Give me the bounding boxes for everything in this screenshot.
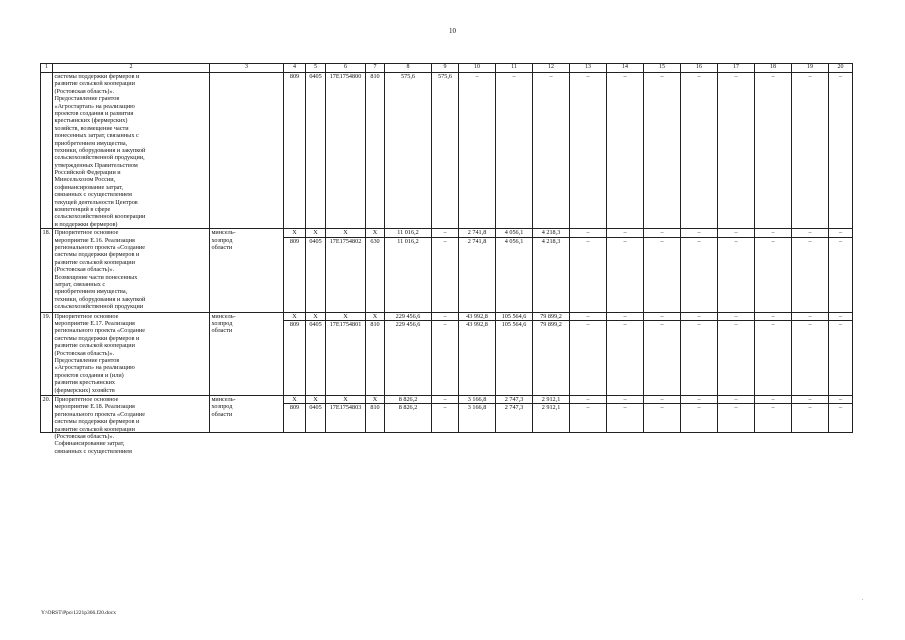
column-number: 17 xyxy=(718,64,755,73)
cell-y2028: – xyxy=(755,237,792,312)
event-name-line: Возмещение части понесенных xyxy=(54,273,138,281)
event-name-line: развития крестьянских xyxy=(54,379,116,387)
cell-rz-pr: 0405 xyxy=(306,321,326,396)
cell-gr: 809 xyxy=(284,404,306,433)
cell-y2030: – xyxy=(829,396,853,404)
cell-total: 8 826,2 xyxy=(385,396,432,404)
cell-y2026: – xyxy=(681,321,718,396)
column-number: 4 xyxy=(284,64,306,73)
column-number: 1 xyxy=(41,64,53,73)
column-number: 6 xyxy=(326,64,366,73)
cell-total: 11 016,2 xyxy=(385,229,432,237)
executor-line: области xyxy=(211,243,233,251)
executor xyxy=(210,73,284,229)
event-name-block xyxy=(55,229,208,310)
cell-y2027: – xyxy=(718,73,755,229)
cell-gr: Х xyxy=(284,312,306,320)
cell-y2020: 43 992,8 xyxy=(459,321,496,396)
cell-y2029: – xyxy=(792,321,829,396)
executor-line: хозпрод xyxy=(211,236,233,244)
cell-y2024: – xyxy=(607,396,644,404)
event-name-line: крестьянских (фермерских) xyxy=(54,117,128,125)
event-name-line: развитие сельской кооперации xyxy=(54,80,135,88)
cell-total: 11 016,2 xyxy=(385,237,432,312)
cell-gr: Х xyxy=(284,229,306,237)
cell-csr: Х xyxy=(326,312,366,320)
event-name-line: утвержденных Правительством xyxy=(54,161,138,169)
cell-y2027: – xyxy=(718,396,755,404)
cell-gr: Х xyxy=(284,396,306,404)
executor xyxy=(210,312,284,395)
cell-y2030: – xyxy=(829,404,853,433)
cell-rz-pr: Х xyxy=(306,312,326,320)
cell-csr: 17Е1754802 xyxy=(326,237,366,312)
cell-y2025: – xyxy=(644,229,681,237)
cell-y2026: – xyxy=(681,237,718,312)
cell-y2030: – xyxy=(829,312,853,320)
cell-gr: 809 xyxy=(284,73,306,229)
cell-y2023: – xyxy=(570,404,607,433)
column-number: 7 xyxy=(366,64,385,73)
event-name-block xyxy=(54,396,208,455)
cell-y2021: 4 056,1 xyxy=(496,237,533,312)
cell-y2027: – xyxy=(718,237,755,312)
executor-line: хозпрод xyxy=(211,320,233,327)
cell-y2029: – xyxy=(792,229,829,237)
cell-y2023: – xyxy=(570,321,607,396)
cell-y2022: 79 899,2 xyxy=(533,321,570,396)
cell-y2019: – xyxy=(432,312,459,320)
event-name-line: развитие сельской кооперации xyxy=(54,425,135,433)
event-name xyxy=(53,312,210,395)
cell-y2027: – xyxy=(718,321,755,396)
cell-y2020: – xyxy=(459,73,496,229)
cell-y2024: – xyxy=(607,321,644,396)
event-name xyxy=(53,73,210,229)
cell-y2029: – xyxy=(792,396,829,404)
cell-y2026: – xyxy=(681,312,718,320)
cell-csr: 17Е1754803 xyxy=(326,404,366,433)
table-row xyxy=(41,73,853,229)
event-name-line: (Ростовская область)». xyxy=(54,266,115,274)
executor-line: хозпрод xyxy=(211,403,233,411)
cell-y2028: – xyxy=(755,404,792,433)
event-name-line: техники, оборудования и закупкой xyxy=(54,146,146,154)
event-name-line: системы поддержки фермеров и xyxy=(54,73,140,80)
cell-y2021: 105 564,6 xyxy=(496,312,533,320)
event-name-line: связанных с осуществлением xyxy=(54,447,132,455)
cell-rz-pr: 0405 xyxy=(306,237,326,312)
column-number: 20 xyxy=(829,64,853,73)
event-name-line: системы поддержки фермеров и xyxy=(54,334,140,342)
cell-vr: 810 xyxy=(366,321,385,396)
column-number: 5 xyxy=(306,64,326,73)
event-name-line: приобретением имущества, xyxy=(54,288,128,296)
cell-y2028: – xyxy=(755,321,792,396)
event-name-line: (Ростовская область)». xyxy=(54,349,115,357)
column-number: 18 xyxy=(755,64,792,73)
executor-line: области xyxy=(211,327,233,335)
column-number: 12 xyxy=(533,64,570,73)
event-name-line: сельскохозяйственной продукции, xyxy=(54,154,145,162)
cell-total: 575,6 xyxy=(385,73,432,229)
footer-file-path: Y:\ORST\Ppo\1221p366.f20.docx xyxy=(41,610,116,616)
column-number: 8 xyxy=(385,64,432,73)
cell-y2020: 2 741,8 xyxy=(459,229,496,237)
cell-y2023: – xyxy=(570,73,607,229)
event-name-line: сельскохозяйственной кооперации xyxy=(54,213,146,221)
cell-y2029: – xyxy=(792,73,829,229)
row-number: 20. xyxy=(41,396,53,433)
cell-y2030: – xyxy=(829,73,853,229)
column-number: 3 xyxy=(210,64,284,73)
row-number: 19. xyxy=(41,312,53,395)
column-number: 16 xyxy=(681,64,718,73)
row-number xyxy=(41,73,53,229)
executor-line: минсель- xyxy=(211,312,236,320)
cell-y2027: – xyxy=(718,229,755,237)
cell-vr: 810 xyxy=(366,73,385,229)
event-name-line: системы поддержки фермеров и xyxy=(54,418,140,426)
event-name-line: регионального проекта «Создание xyxy=(54,410,145,418)
cell-gr: 809 xyxy=(284,321,306,396)
row-number: 18. xyxy=(41,229,53,312)
event-name-line: Предоставление грантов xyxy=(54,356,120,364)
cell-y2025: – xyxy=(644,312,681,320)
event-name-line: мероприятие Е.18. Реализация xyxy=(54,403,135,411)
column-number: 14 xyxy=(607,64,644,73)
header-row xyxy=(41,64,853,73)
cell-y2027: – xyxy=(718,404,755,433)
cell-vr: Х xyxy=(366,396,385,404)
cell-y2021: 105 564,6 xyxy=(496,321,533,396)
cell-y2019: – xyxy=(432,404,459,433)
event-name-line: мероприятие Е.17. Реализация xyxy=(54,320,135,327)
cell-y2019: – xyxy=(432,229,459,237)
event-name-line: Приоритетное основное xyxy=(54,229,119,237)
cell-y2028: – xyxy=(755,73,792,229)
cell-csr: Х xyxy=(326,229,366,237)
cell-y2028: – xyxy=(755,396,792,404)
event-name-line: Предоставление грантов xyxy=(54,95,120,103)
cell-y2019: 575,6 xyxy=(432,73,459,229)
event-name-line: текущей деятельности Центров xyxy=(54,198,138,206)
cell-y2021: 4 056,1 xyxy=(496,229,533,237)
cell-y2025: – xyxy=(644,321,681,396)
cell-y2025: – xyxy=(644,396,681,404)
column-number: 10 xyxy=(459,64,496,73)
event-name-line: мероприятие Е.16. Реализация xyxy=(54,236,135,244)
column-number: 13 xyxy=(570,64,607,73)
cell-csr: 17Е1754801 xyxy=(326,321,366,396)
event-name-line: техники, оборудования и закупкой xyxy=(54,295,146,303)
cell-rz-pr: Х xyxy=(306,229,326,237)
cell-y2024: – xyxy=(607,404,644,433)
event-name-line: регионального проекта «Создание xyxy=(54,327,145,335)
executor xyxy=(210,396,284,433)
cell-y2021: – xyxy=(496,73,533,229)
event-name-line: Российской Федерации и xyxy=(54,169,121,177)
event-name-line: связанных с осуществлением xyxy=(54,191,132,199)
cell-y2022: 4 218,3 xyxy=(533,237,570,312)
cell-y2022: 2 912,1 xyxy=(533,404,570,433)
event-name-line: понесенных затрат, связанных с xyxy=(54,132,139,140)
column-number: 11 xyxy=(496,64,533,73)
page-number: 10 xyxy=(449,27,456,35)
event-name-line: проектов создания и (или) xyxy=(54,371,124,379)
event-name-line: сельскохозяйственной продукции xyxy=(54,303,144,311)
cell-y2019: – xyxy=(432,321,459,396)
cell-y2021: 2 747,3 xyxy=(496,404,533,433)
executor-line: области xyxy=(211,410,233,418)
cell-y2023: – xyxy=(570,237,607,312)
event-name-line: Софинансирование затрат, xyxy=(54,440,125,448)
event-name-line: софинансирование затрат, xyxy=(54,183,124,191)
cell-y2026: – xyxy=(681,396,718,404)
cell-total: 229 456,6 xyxy=(385,312,432,320)
event-name-line: развитие сельской кооперации xyxy=(54,258,135,266)
event-name-line: и поддержки фермеров) xyxy=(54,220,118,228)
event-name-line: регионального проекта «Создание xyxy=(54,243,145,251)
cell-y2020: 43 992,8 xyxy=(459,312,496,320)
cell-y2029: – xyxy=(792,312,829,320)
cell-y2020: 3 166,8 xyxy=(459,396,496,404)
cell-csr: 17Е1754800 xyxy=(326,73,366,229)
cell-rz-pr: 0405 xyxy=(306,73,326,229)
cell-y2023: – xyxy=(570,396,607,404)
cell-y2024: – xyxy=(607,312,644,320)
event-name-line: развитие сельской кооперации xyxy=(54,342,135,350)
table-row xyxy=(41,396,853,404)
cell-total: 8 826,2 xyxy=(385,404,432,433)
column-number: 15 xyxy=(644,64,681,73)
cell-y2024: – xyxy=(607,229,644,237)
cell-y2029: – xyxy=(792,237,829,312)
cell-y2026: – xyxy=(681,229,718,237)
column-number: 19 xyxy=(792,64,829,73)
cell-vr: 810 xyxy=(366,404,385,433)
event-name-line: (Ростовская область)». xyxy=(54,87,115,95)
event-name-line: Приоритетное основное xyxy=(54,396,119,404)
cell-y2023: – xyxy=(570,229,607,237)
cell-y2030: – xyxy=(829,229,853,237)
executor-line: минсель- xyxy=(211,229,236,237)
event-name-line: Минсельхозом России, xyxy=(54,176,116,184)
cell-gr: 809 xyxy=(284,237,306,312)
event-name-line: системы поддержки фермеров и xyxy=(54,251,140,259)
cell-y2024: – xyxy=(607,73,644,229)
event-name-line: (фермерских) хозяйств xyxy=(54,386,115,394)
cell-y2022: 2 912,1 xyxy=(533,396,570,404)
cell-y2027: – xyxy=(718,312,755,320)
cell-y2019: – xyxy=(432,396,459,404)
event-name-line: приобретением имущества, xyxy=(54,139,128,147)
cell-y2021: 2 747,3 xyxy=(496,396,533,404)
cell-y2030: – xyxy=(829,237,853,312)
cell-y2025: – xyxy=(644,404,681,433)
cell-vr: 630 xyxy=(366,237,385,312)
cell-vr: Х xyxy=(366,229,385,237)
event-name-line: «Агростартап» на реализацию xyxy=(54,102,135,110)
cell-y2022: – xyxy=(533,73,570,229)
cell-y2022: 4 218,3 xyxy=(533,229,570,237)
event-name-line: затрат, связанных с xyxy=(54,280,106,288)
cell-y2022: 79 899,2 xyxy=(533,312,570,320)
cell-vr: Х xyxy=(366,312,385,320)
event-name xyxy=(53,229,210,312)
cell-rz-pr: 0405 xyxy=(306,404,326,433)
column-number: 2 xyxy=(53,64,210,73)
event-name-block xyxy=(55,313,208,394)
executor xyxy=(210,229,284,312)
cell-y2025: – xyxy=(644,73,681,229)
cell-total: 229 456,6 xyxy=(385,321,432,396)
cell-y2026: – xyxy=(681,73,718,229)
cell-y2028: – xyxy=(755,312,792,320)
event-name-line: «Агростартап» на реализацию xyxy=(54,364,135,372)
column-number: 9 xyxy=(432,64,459,73)
cell-y2019: – xyxy=(432,237,459,312)
budget-table xyxy=(40,63,853,455)
cell-y2029: – xyxy=(792,404,829,433)
event-name-line: проектов создания и развития xyxy=(54,109,134,117)
cell-y2024: – xyxy=(607,237,644,312)
cell-csr: Х xyxy=(326,396,366,404)
cell-y2028: – xyxy=(755,229,792,237)
event-name xyxy=(53,396,210,455)
event-name-line: Приоритетное основное xyxy=(54,312,119,320)
table-row xyxy=(41,229,853,237)
cell-y2030: – xyxy=(829,321,853,396)
cell-y2023: – xyxy=(570,312,607,320)
executor-line: минсель- xyxy=(211,396,236,404)
cell-y2025: – xyxy=(644,237,681,312)
event-name-line: (Ростовская область)». xyxy=(54,432,115,440)
event-name-line: хозяйств, возмещение части xyxy=(54,124,129,132)
event-name-line: компетенций в сфере xyxy=(54,206,111,214)
cell-rz-pr: Х xyxy=(306,396,326,404)
table-row xyxy=(41,312,853,320)
edge-mark: . xyxy=(862,597,864,602)
cell-y2026: – xyxy=(681,404,718,433)
cell-y2020: 2 741,8 xyxy=(459,237,496,312)
cell-y2020: 3 166,8 xyxy=(459,404,496,433)
